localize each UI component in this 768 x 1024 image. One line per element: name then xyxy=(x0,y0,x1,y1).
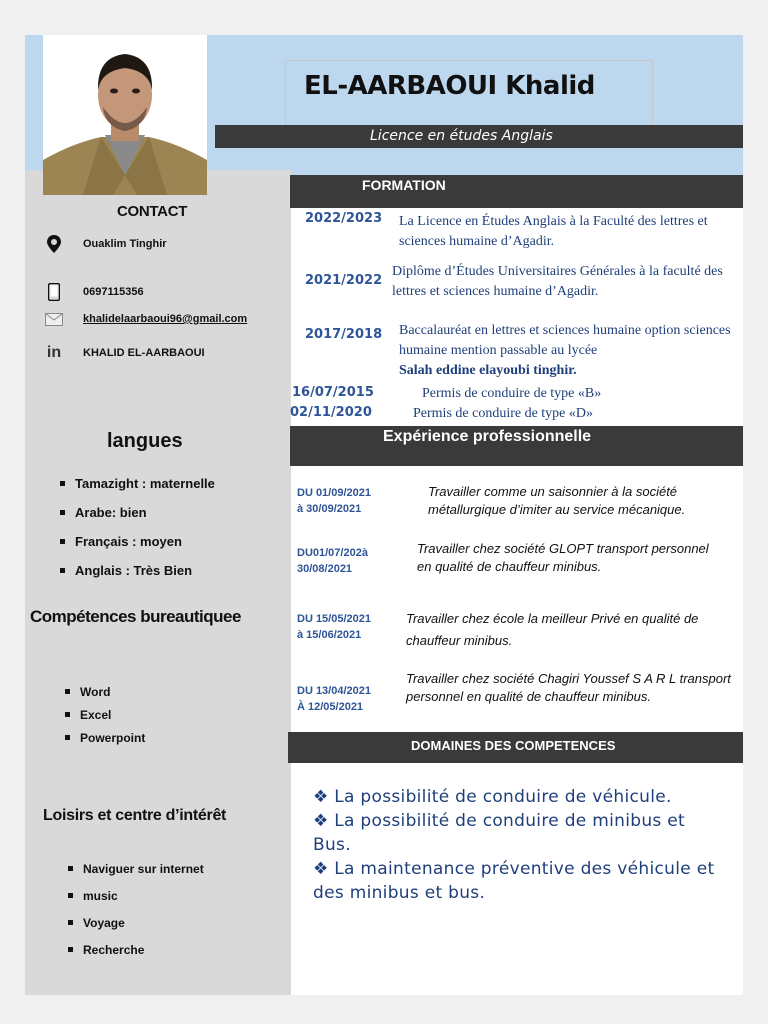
formation-text: Diplôme d’Études Universitaires Générales à la faculté des lettres et sciences humaine d’Agadir. xyxy=(392,264,723,299)
name-box xyxy=(285,60,653,130)
candidate-subtitle: Licence en études Anglais xyxy=(370,128,553,144)
linkedin-icon: in xyxy=(46,344,62,361)
langue-item: Tamazight : maternelle xyxy=(60,469,215,498)
experience-text: Travailler chez école la meilleur Privé en qualité de chauffeur minibus. xyxy=(406,611,699,648)
experience-title: Expérience professionnelle xyxy=(383,428,592,445)
formation-title: FORMATION xyxy=(362,177,446,193)
contact-location-text: Ouaklim Tinghir xyxy=(83,238,167,250)
contact-location xyxy=(45,235,167,253)
domaines-list xyxy=(313,785,723,905)
experience-date-to: à 30/09/2021 xyxy=(297,503,362,515)
experience-text: Travailler comme un saisonnier à la société métallurgique d’imiter au service mécanique. xyxy=(428,484,686,517)
contact-email xyxy=(45,310,247,328)
bureautique-item: Powerpoint xyxy=(65,726,145,749)
loisir-item: Naviguer sur internet xyxy=(68,855,204,882)
candidate-name: EL-AARBAOUI Khalid xyxy=(304,71,595,101)
experience-date xyxy=(297,683,371,715)
langue-item: Arabe: bien xyxy=(60,498,215,527)
domaines-title: DOMAINES DES COMPETENCES xyxy=(411,738,616,753)
langues-list xyxy=(60,469,215,585)
formation-date: 2021/2022 xyxy=(305,273,383,288)
langue-item: Français : moyen xyxy=(60,527,215,556)
contact-phone-text: 0697115356 xyxy=(83,286,144,298)
domaines-bar xyxy=(288,732,743,763)
experience-date xyxy=(297,611,371,643)
contact-linkedin xyxy=(45,344,205,362)
langues-title: langues xyxy=(107,430,183,452)
formation-text: La Licence en Études Anglais à la Faculté des lettres et sciences humaine d’Agadir. xyxy=(399,214,708,249)
domaine-item: ❖ La possibilité de conduire de véhicule. xyxy=(313,787,672,807)
loisir-item: Recherche xyxy=(68,936,204,963)
experience-bar xyxy=(290,426,743,466)
experience-text: Travailler chez société Chagiri Youssef S A R L transport personnel en qualité de chauffeur minibus. xyxy=(406,671,731,704)
experience-text: Travailler chez société GLOPT transport personnel en qualité de chauffeur minibus. xyxy=(417,541,709,574)
loisirs-list xyxy=(68,855,204,963)
subtitle-bar xyxy=(215,125,743,148)
formation-date: 16/07/2015 xyxy=(292,385,374,400)
bureautique-item: Word xyxy=(65,680,145,703)
experience-date-to: à 15/06/2021 xyxy=(297,629,362,641)
formation-text-main: Baccalauréat en lettres et sciences humaine option sciences humaine mention passable au lycée xyxy=(399,323,731,358)
formation-text: Permis de conduire de type «D» xyxy=(413,406,594,421)
loisirs-title: Loisirs et centre d’intérêt xyxy=(43,807,227,824)
experience-date-to: À 12/05/2021 xyxy=(297,701,364,713)
bureautique-list xyxy=(65,680,145,749)
experience-date-from: DU01/07/202à xyxy=(297,547,368,559)
contact-email-text[interactable]: khalidelaarbaoui96@gmail.com xyxy=(83,313,248,325)
map-pin-icon xyxy=(45,235,63,253)
loisir-item: music xyxy=(68,882,204,909)
experience-date xyxy=(297,545,368,577)
cv-page xyxy=(25,35,743,995)
formation-bar xyxy=(290,175,743,208)
domaine-item: ❖ La possibilité de conduire de minibus et Bus. xyxy=(313,811,685,855)
experience-date-from: DU 01/09/2021 xyxy=(297,487,371,499)
formation-date: 02/11/2020 xyxy=(290,405,372,420)
langue-item: Anglais : Très Bien xyxy=(60,556,215,585)
formation-date: 2022/2023 xyxy=(305,211,383,226)
experience-date-from: DU 15/05/2021 xyxy=(297,613,371,625)
envelope-icon xyxy=(45,310,63,328)
formation-text xyxy=(399,321,739,381)
experience-date xyxy=(297,485,371,517)
header-band-strip xyxy=(290,153,743,175)
contact-title: CONTACT xyxy=(117,203,188,220)
formation-text-bold: Salah eddine elayoubi tinghir. xyxy=(399,363,577,378)
formation-text: Permis de conduire de type «B» xyxy=(422,386,602,401)
experience-date-to: 30/08/2021 xyxy=(297,563,353,575)
bureautique-title: Compétences bureautiquee xyxy=(30,607,241,626)
experience-date-from: DU 13/04/2021 xyxy=(297,685,371,697)
formation-date: 2017/2018 xyxy=(305,327,383,342)
phone-icon xyxy=(45,283,63,301)
bureautique-item: Excel xyxy=(65,703,145,726)
contact-phone xyxy=(45,283,144,301)
domaine-item: ❖ La maintenance préventive des véhicule et des minibus et bus. xyxy=(313,859,715,903)
contact-linkedin-text: KHALID EL-AARBAOUI xyxy=(83,347,205,359)
loisir-item: Voyage xyxy=(68,909,204,936)
profile-photo xyxy=(43,35,207,195)
